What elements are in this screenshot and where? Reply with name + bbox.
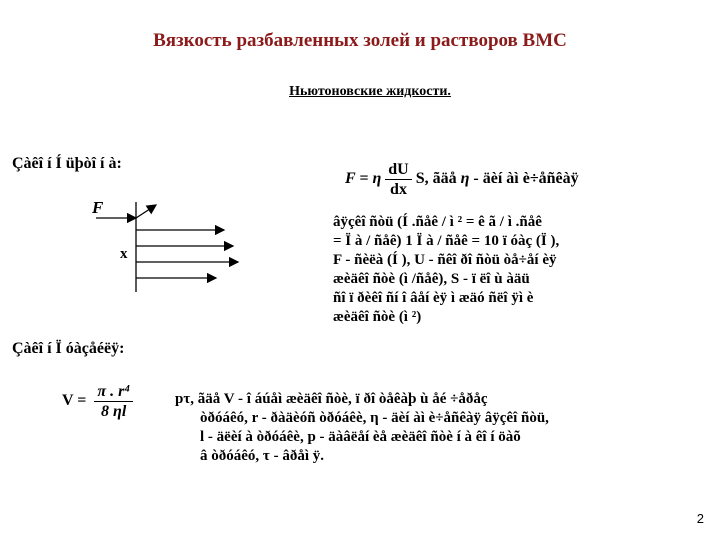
description-line: æèäêî ñòè (ì ²) bbox=[333, 309, 422, 325]
formula-tail: S, ãäå bbox=[415, 170, 457, 188]
poiseuille-law-heading: Çàêî í Ï óàçåéëÿ: bbox=[12, 340, 125, 357]
newton-description bbox=[333, 213, 559, 327]
description-line: æèäêî ñòè (ì /ñåê), S - ï ëî ù àäü bbox=[333, 271, 530, 287]
description-line: âÿçêî ñòü (Í .ñåê / ì ² = ê ã / ì .ñåê bbox=[333, 214, 542, 230]
slide-title: Вязкость разбавленных золей и растворов ВМС bbox=[153, 30, 567, 51]
velocity-arrow bbox=[136, 205, 156, 218]
fraction-numerator: π . r⁴ bbox=[94, 382, 133, 402]
description-line: F - ñèëà (Í ), U - ñêî ðî ñòü òå÷åí èÿ bbox=[333, 252, 557, 268]
description-line: òðóáêó, r - ðàäèóñ òðóáêè, η - äèí àì è÷åñêàÿ âÿçêî ñòü, bbox=[200, 410, 549, 426]
formula-tail-2: - äèí àì è÷åñêàÿ bbox=[473, 170, 579, 188]
newton-formula bbox=[345, 160, 579, 199]
slide-subtitle: Ньютоновские жидкости. bbox=[289, 84, 451, 99]
poiseuille-fraction bbox=[94, 382, 133, 421]
fraction-numerator: dU bbox=[385, 160, 411, 180]
poiseuille-formula bbox=[62, 382, 139, 421]
eta-symbol: η bbox=[372, 170, 382, 188]
poiseuille-formula-tail: pτ, ãäå V - î áúåì æèäêî ñòè, ï ðî òåêàþ ù åé ÷åðåç bbox=[175, 391, 488, 407]
fraction-denominator: dx bbox=[390, 181, 407, 198]
description-line: â òðóáêó, τ - âðåì ÿ. bbox=[200, 448, 324, 464]
fraction-denominator: 8 ηl bbox=[101, 403, 127, 420]
derivative-fraction bbox=[385, 160, 411, 199]
description-line: l - äëèí à òðóáêè, p - äàâëåí èå æèäêî ñòè í à êî í öàõ bbox=[200, 429, 521, 445]
axis-x-label: x bbox=[120, 246, 128, 262]
description-line: ñî ï ðèêî ñí î âåí èÿ ì æäó ñëî ÿì è bbox=[333, 290, 534, 306]
eta-symbol: η bbox=[460, 170, 470, 188]
description-line: = Ï à / ñåê) 1 Ï à / ñåê = 10 ï óàç (Ï ), bbox=[333, 233, 560, 249]
poiseuille-description bbox=[200, 409, 549, 466]
force-label: F bbox=[92, 198, 104, 217]
newton-law-heading: Çàêî í Í üþòî í à: bbox=[12, 155, 122, 172]
velocity-profile-diagram bbox=[88, 196, 248, 296]
page-number: 2 bbox=[696, 511, 704, 526]
formula-lhs: V = bbox=[62, 392, 87, 410]
formula-lhs: F = bbox=[345, 170, 369, 188]
